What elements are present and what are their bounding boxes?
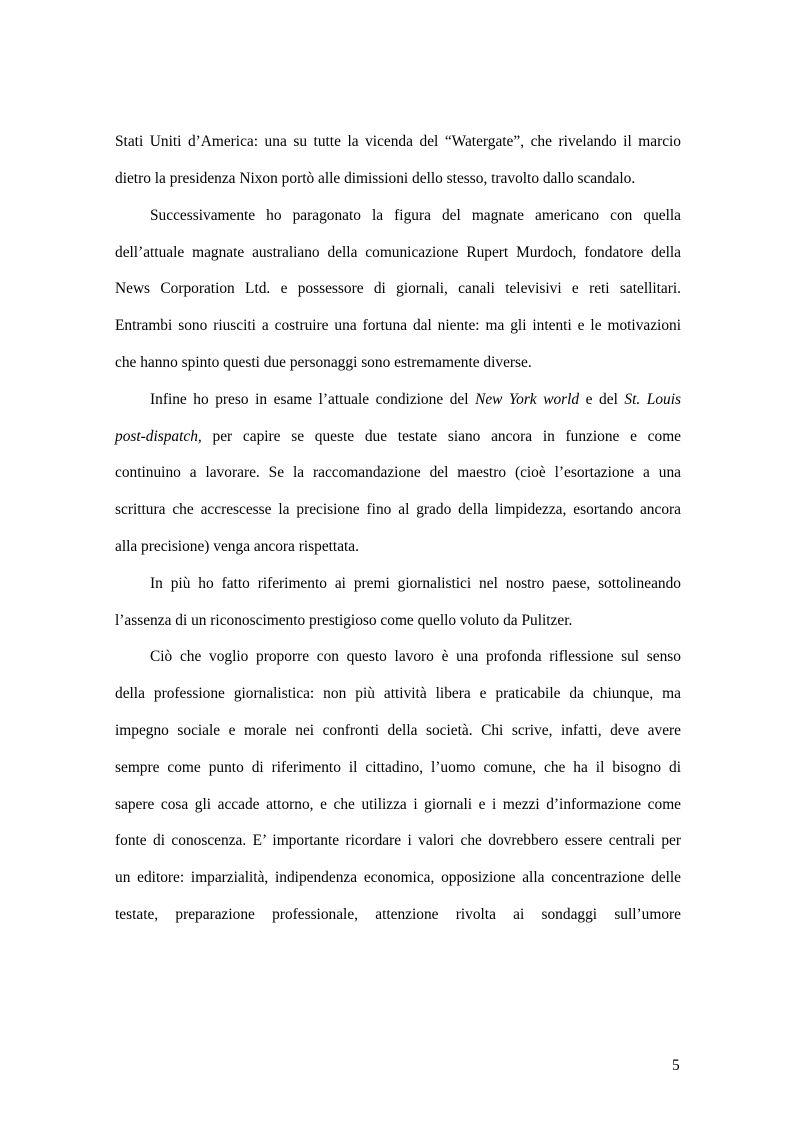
line-text: Stati Uniti d’America: una su tutte la vicenda del “Watergate”, che rivelando il marcio [115, 133, 681, 150]
line-14 [115, 611, 681, 631]
line-05 [115, 279, 681, 299]
line-13 [150, 574, 681, 594]
line-01 [115, 132, 681, 152]
line-text: impegno sociale e morale nei confronti della società. Chi scrive, infatti, deve avere [115, 722, 681, 739]
line-text: Infine ho preso in esame l’attuale condizione del [150, 391, 476, 408]
line-04 [115, 243, 681, 263]
line-21 [115, 868, 681, 888]
line-18 [115, 758, 681, 778]
line-text: In più ho fatto riferimento ai premi giornalistici nel nostro paese, sottolineando [150, 575, 681, 592]
line-text: dietro la presidenza Nixon portò alle dimissioni dello stesso, travolto dallo scandalo. [115, 170, 636, 187]
line-text: testate, preparazione professionale, attenzione rivolta ai sondaggi sull’umore [115, 906, 681, 923]
line-11 [115, 500, 681, 520]
line-15 [150, 647, 681, 667]
line-text: che hanno spinto questi due personaggi sono estremamente diverse. [115, 354, 532, 371]
line-text: sapere cosa gli accade attorno, e che utilizza i giornali e i mezzi d’informazione come [115, 796, 681, 813]
line-02 [115, 169, 681, 189]
italic-title: post-dispatch, [115, 428, 202, 445]
line-text: per capire se queste due testate siano ancora in funzione e come [201, 428, 681, 445]
line-17 [115, 721, 681, 741]
line-text: e del [579, 391, 625, 408]
line-text: Ciò che voglio proporre con questo lavoro è una profonda riflessione sul senso [150, 648, 681, 665]
line-12 [115, 537, 681, 557]
line-07 [115, 353, 681, 373]
line-text: della professione giornalistica: non più attività libera e praticabile da chiunque, ma [115, 685, 681, 702]
line-text: dell’attuale magnate australiano della comunicazione Rupert Murdoch, fondatore della [115, 244, 681, 261]
line-text: Entrambi sono riusciti a costruire una fortuna dal niente: ma gli intenti e le motivazioni [115, 317, 681, 334]
italic-title: New York world [475, 391, 580, 408]
line-text: scrittura che accrescesse la precisione fino al grado della limpidezza, esortando ancora [115, 501, 681, 518]
page-number: 5 [672, 1057, 680, 1074]
line-16 [115, 684, 681, 704]
line-text: continuino a lavorare. Se la raccomandazione del maestro (cioè l’esortazione a una [115, 464, 681, 481]
line-text: alla precisione) venga ancora rispettata. [115, 538, 359, 555]
line-06 [115, 316, 681, 336]
line-text: l’assenza di un riconoscimento prestigioso come quello voluto da Pulitzer. [115, 612, 573, 629]
italic-title: St. Louis [624, 391, 681, 408]
line-03 [150, 206, 681, 226]
line-20 [115, 831, 681, 851]
line-09 [115, 427, 681, 447]
line-10 [115, 463, 681, 483]
line-text: sempre come punto di riferimento il cittadino, l’uomo comune, che ha il bisogno di [115, 759, 681, 776]
line-text: Successivamente ho paragonato la figura del magnate americano con quella [150, 207, 681, 224]
line-text: un editore: imparzialità, indipendenza economica, opposizione alla concentrazione delle [115, 869, 681, 886]
line-08 [150, 390, 681, 410]
line-19 [115, 795, 681, 815]
line-text: News Corporation Ltd. e possessore di giornali, canali televisivi e reti satellitari. [115, 280, 681, 297]
line-22 [115, 905, 681, 925]
line-text: fonte di conoscenza. E’ importante ricordare i valori che dovrebbero essere centrali per [115, 832, 681, 849]
